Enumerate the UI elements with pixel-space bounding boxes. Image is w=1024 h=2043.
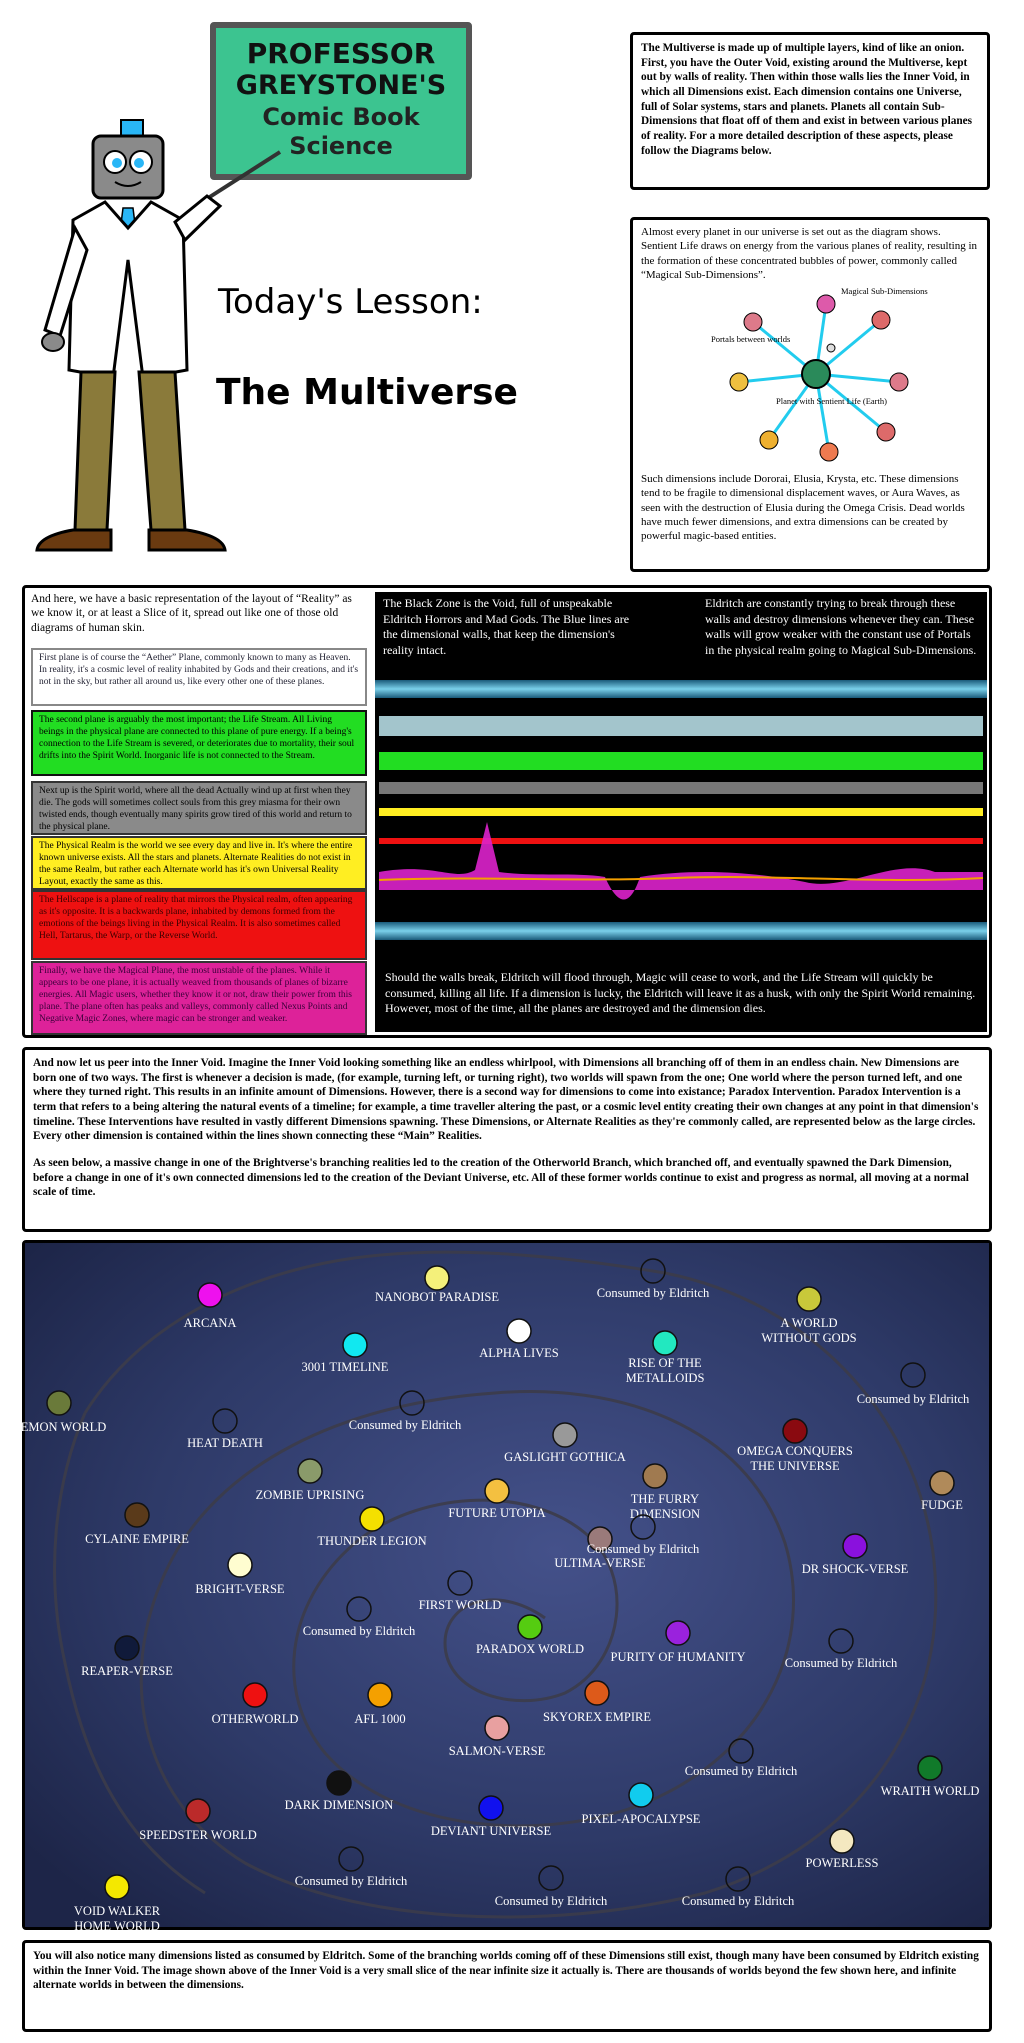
world-label: FUDGE (921, 1498, 963, 1512)
world-circle (666, 1621, 690, 1645)
world-label: ARCANA (183, 1316, 237, 1330)
world-label: A WORLD WITHOUT GODS (761, 1316, 857, 1345)
world-label: DEVIANT UNIVERSE (430, 1824, 552, 1838)
planet-diagram-box (630, 217, 990, 572)
planet-bottom-text: Such dimensions include Dororai, Elusia, Krysta, etc. These dimensions tend to be fragile to dimensional displacement waves, or Aura Waves, as seen with the destruction of Elusia during the Omega Crisis. Dead worlds have much fewer dimensions, and extra dimensions can be created by powerful magic-based entities. (641, 473, 965, 543)
inner-void-text-box (22, 1047, 992, 1232)
world-circle (485, 1716, 509, 1740)
plane-life-stream: The second plane is arguably the most important; the Life Stream. All Living beings in the physical plane are connected to this plane of pure energy. If a being's connection to the Life Stream is severed, or deteriorates due to mortality, their soul drifts into the Spirit World. Inorganic life is not connected to the Stream. (31, 710, 367, 776)
title-line-1: PROFESSOR (246, 37, 436, 70)
world-label: GASLIGHT GOTHICA (504, 1450, 626, 1464)
world-circle (425, 1266, 449, 1290)
world-circle (125, 1503, 149, 1527)
world-label: THUNDER LEGION (317, 1534, 427, 1548)
professor-illustration (15, 110, 255, 580)
plane-aether: First plane is of course the “Aether” Plane, commonly known to many as Heaven. In reality, it's a cosmic level of reality inhabited by Gods and their creations, and it's not in the sky, but rather all around us, like every other one of these planes. (31, 648, 367, 706)
world-circle (629, 1783, 653, 1807)
black-zone (375, 592, 987, 1032)
footer-text: You will also notice many dimensions listed as consumed by Eldritch. Some of the branching worlds coming off of these Dimensions still exist, though many have been consumed by Eldritch existing within the Inner Void. The image shown above of the Inner Void is a very small slice of the near infinite size it actually is. There are thousands of worlds beyond the few shown here, and infinite alternate worlds in between the dimensions. (33, 1950, 979, 1992)
life-stream-band (379, 752, 983, 770)
consumed-label: Consumed by Eldritch (684, 1764, 798, 1778)
world-circle (479, 1796, 503, 1820)
world-circle (115, 1636, 139, 1660)
world-circle (298, 1459, 322, 1483)
world-label: PARADOX WORLD (475, 1642, 585, 1656)
spirit-band (379, 782, 983, 794)
consumed-label: Consumed by Eldritch (784, 1656, 898, 1670)
world-circle (643, 1464, 667, 1488)
world-circle (553, 1423, 577, 1447)
world-label: OMEGA CONQUERS THE UNIVERSE (737, 1444, 853, 1473)
world-circle (360, 1507, 384, 1531)
consumed-label: Consumed by Eldritch (494, 1894, 608, 1908)
black-zone-bottom-text: Should the walls break, Eldritch will flood through, Magic will cease to work, and the Life Stream will quickly be consumed, killing all life. If a dimension is lucky, the Eldritch will leave it as a husk, with only the Spirit World remaining. However, most of the time, all the planes are destroyed and the dimension dies. (385, 970, 976, 1016)
black-zone-right-text: Eldritch are constantly trying to break through these walls and destroy dimensions whenever they can. These walls will grow weaker with the constant use of Portals in the physical realm going to Magical Sub-Dimensions. (705, 596, 977, 657)
world-circle (327, 1771, 351, 1795)
dimensional-wall-bottom (375, 922, 987, 940)
inner-void-text-2: As seen below, a massive change in one of the Brightverse's branching realities led to the creation of the Otherworld Branch, which branched off, and eventually spawned the Dark Dimension, before a change in one of it's own connected dimensions led to the creation of the Deviant Universe, etc. All of these former worlds continue to exist and progress as normal, all moving at a normal scale of time. (33, 1157, 969, 1199)
header-area (0, 0, 620, 590)
intro-text: The Multiverse is made up of multiple layers, kind of like an onion. First, you have the Outer Void, existing around the Multiverse, kept out by walls of reality. Then within those walls lies the Inner Void, in which all Dimensions exist. Each dimension contains one Universe, full of Solar systems, stars and planets. Planets all contain Sub-Dimensions that float off of them and exist in between various planes of reality. For a more detailed description of these aspects, please follow the Diagrams below. (641, 42, 973, 157)
plane-magical: Finally, we have the Magical Plane, the most unstable of the planes. While it appears to be one plane, it is actually weaved from thousands of planes of bizarre energies. All Magic users, whether they know it or not, draw their power from this plane. The plane often has peaks and valleys, commonly called Nexus Points and Negative Magic Zones, where magic can be stronger and weaker. (31, 961, 367, 1035)
planes-intro: And here, we have a basic representation of the layout of “Reality” as we know it, or at least a Slice of it, spread out like one of those old diagrams of human skin. (31, 593, 352, 634)
world-circle (485, 1479, 509, 1503)
world-label: THE FURRY DIMENSION (629, 1492, 701, 1521)
plane-physical-realm: The Physical Realm is the world we see every day and live in. It's where the entire known universe exists. All the stars and planets. Alternate Realities do not exist in the same Realm, but rather each Alternate world has it's own Universal Reality Layout, exactly the same as this. (31, 836, 367, 890)
world-label: DARK DIMENSION (284, 1798, 394, 1812)
world-circle (585, 1681, 609, 1705)
dimensional-wall-top (375, 680, 987, 698)
plane-spirit-world: Next up is the Spirit world, where all the dead Actually wind up at first when they die. The gods will sometimes collect souls from this grey miasma for their own twisted ends, though eventually many spirits grow tired of this world and return to the physical plane. (31, 781, 367, 835)
lesson-topic: The Multiverse (216, 372, 518, 413)
world-label: SKYOREX EMPIRE (543, 1710, 651, 1724)
world-label: PURITY OF HUMANITY (610, 1650, 746, 1664)
world-circle (368, 1683, 392, 1707)
world-label: ULTIMA-VERSE (554, 1556, 646, 1570)
world-circle (243, 1683, 267, 1707)
consumed-label: Consumed by Eldritch (596, 1286, 710, 1300)
world-label: PIXEL-APOCALYPSE (581, 1812, 701, 1826)
world-circle (105, 1875, 129, 1899)
label-portals: Portals between worlds (711, 334, 791, 345)
world-circle (47, 1391, 71, 1415)
intro-text-box (630, 32, 990, 190)
planes-panel (22, 585, 992, 1038)
world-label: DEMON WORLD (11, 1420, 107, 1434)
world-label: HEAT DEATH (187, 1436, 263, 1450)
earth-planet (802, 360, 830, 388)
title-line-2: GREYSTONE'S (235, 70, 447, 101)
world-label: ZOMBIE UPRISING (255, 1488, 365, 1502)
planet-top-text: Almost every planet in our universe is set out as the diagram shows. Sentient Life draws on energy from the various planes of reality, resulting in the formation of these concentrated bubbles of power, commonly called “Magical Sub-Dimensions”. (641, 226, 978, 281)
consumed-label: Consumed by Eldritch (856, 1392, 970, 1406)
world-circle (198, 1283, 222, 1307)
hellscape-band (379, 838, 983, 844)
world-circle (918, 1756, 942, 1780)
inner-void-text-1: And now let us peer into the Inner Void. Imagine the Inner Void looking something like an endless whirlpool, with Dimensions all branching off of them in an endless chain. New Dimensions are born one of two ways. The first is whenever a decision is made, (for example, turning left, or turning right), two worlds will spawn from the one; One world where the person turned left, and one where they turned right. This results in an infinite amount of Dimensions. However, there is a second way for dimensions to come into existance; Paradox Intervention. Paradox Intervention is a term that refers to a being altering the natural events of a timeline; for example, a time traveller altering the past, or a cosmic level entity creating their own changes at any point in that dimension's timeline. These Interventions have resulted in vastly different Dimensions spawning. These Dimensions, or Alternate Realities as they're commonly called, are represented below as the large circles. Every other dimension is contained within the lines shown connecting these “Main” Realities. (33, 1057, 979, 1143)
world-circle (228, 1553, 252, 1577)
world-label: BRIGHT-VERSE (195, 1582, 285, 1596)
world-label: REAPER-VERSE (81, 1664, 173, 1678)
world-circle (797, 1287, 821, 1311)
plane-hellscape: The Hellscape is a plane of reality that mirrors the Physical realm, often appearing as it's opposite. It is a backwards plane, inhabited by demons formed from the emotions of the beings living in the Physical Realm. It is also sometimes called Hell, Tartarus, the Warp, or the Reverse World. (31, 890, 367, 960)
label-magical: Magical Sub-Dimensions (841, 286, 928, 297)
world-label: AFL 1000 (354, 1712, 406, 1726)
planes-diagram (375, 672, 987, 942)
consumed-label: Consumed by Eldritch (586, 1542, 700, 1556)
world-label: 3001 TIMELINE (301, 1360, 389, 1374)
world-label: NANOBOT PARADISE (375, 1290, 499, 1304)
world-label: SALMON-VERSE (448, 1744, 546, 1758)
world-circle (930, 1471, 954, 1495)
consumed-label: Consumed by Eldritch (348, 1418, 462, 1432)
lesson-label: Today's Lesson: (218, 282, 483, 322)
world-label: SPEEDSTER WORLD (139, 1828, 257, 1842)
aether-band (379, 716, 983, 736)
world-circle (507, 1319, 531, 1343)
world-circle (653, 1331, 677, 1355)
world-label: CYLAINE EMPIRE (85, 1532, 189, 1546)
label-planet: Planet with Sentient Life (Earth) (776, 396, 887, 407)
world-label: WRAITH WORLD (880, 1784, 980, 1798)
world-circle (186, 1799, 210, 1823)
world-label: FUTURE UTOPIA (448, 1506, 546, 1520)
world-label: OTHERWORLD (211, 1712, 299, 1726)
world-circle (783, 1419, 807, 1443)
world-label: VOID WALKER HOME WORLD (73, 1904, 161, 1933)
world-circle (343, 1333, 367, 1357)
multiverse-map-svg (11, 1243, 989, 1933)
title-line-3: Comic Book (262, 103, 420, 131)
consumed-label: Consumed by Eldritch (302, 1624, 416, 1638)
title-line-4: Science (289, 132, 393, 160)
physical-band (379, 808, 983, 816)
consumed-label: Consumed by Eldritch (681, 1894, 795, 1908)
world-circle (518, 1615, 542, 1639)
world-circle (843, 1534, 867, 1558)
world-label: RISE OF THE METALLOIDS (625, 1356, 705, 1385)
world-label: POWERLESS (805, 1856, 879, 1870)
world-label: DR SHOCK-VERSE (801, 1562, 909, 1576)
footer-text-box (22, 1940, 992, 2032)
magical-band (379, 822, 983, 900)
multiverse-map (11, 1240, 992, 1933)
planet-diagram (641, 282, 981, 472)
black-zone-left-text: The Black Zone is the Void, full of unspeakable Eldritch Horrors and Mad Gods. The Blue lines are the dimensional walls, that keep the dimension's reality intact. (383, 596, 630, 657)
world-label: ALPHA LIVES (479, 1346, 559, 1360)
consumed-label: Consumed by Eldritch (294, 1874, 408, 1888)
world-label: FIRST WORLD (418, 1598, 502, 1612)
world-circle (830, 1829, 854, 1853)
